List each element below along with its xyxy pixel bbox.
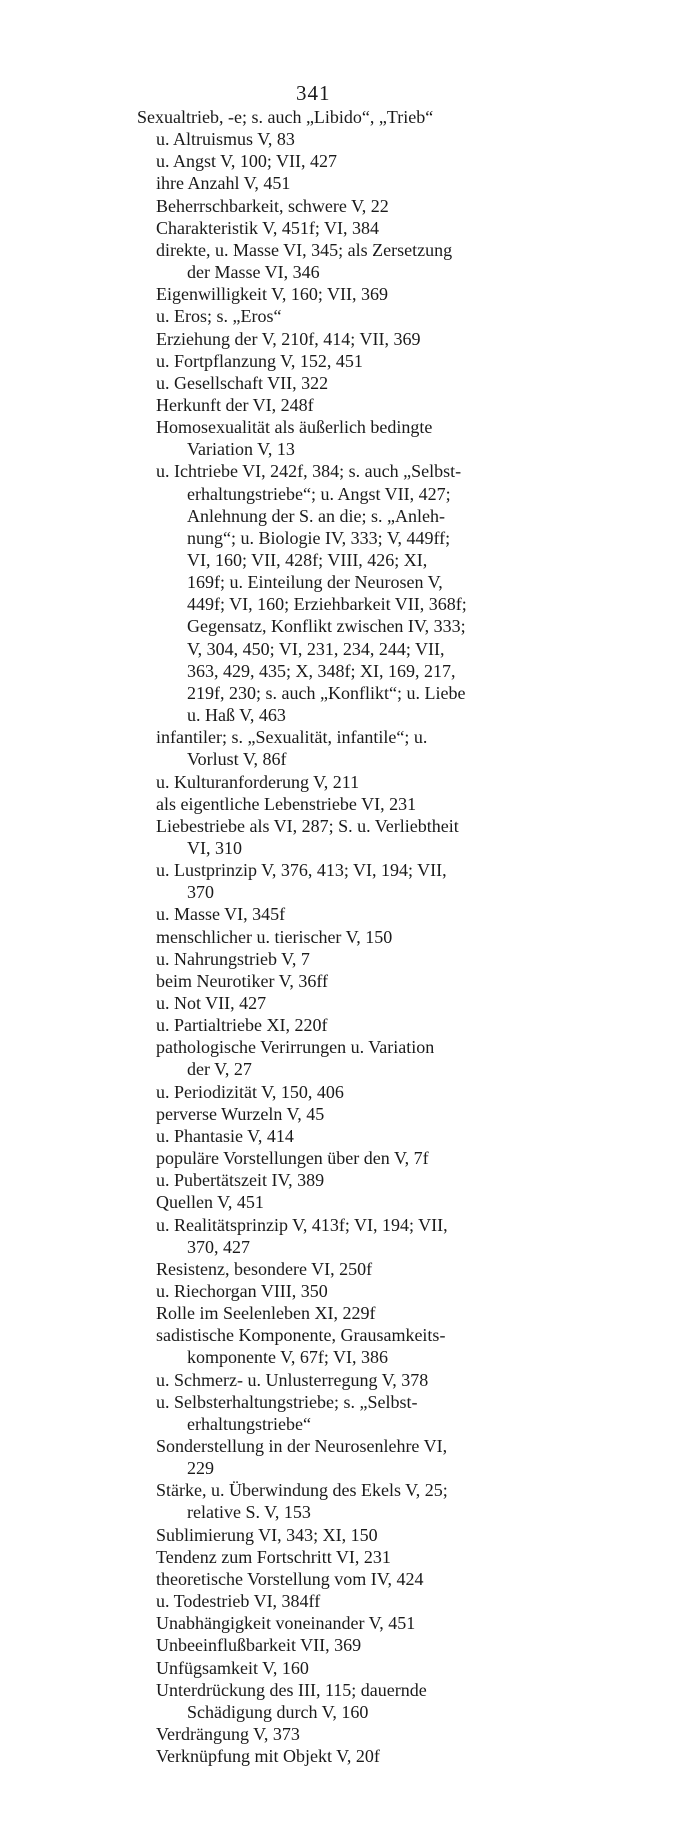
index-subentry: Verknüpfung mit Objekt V, 20f bbox=[156, 1746, 380, 1766]
index-continuation: VI, 160; VII, 428f; VIII, 426; XI, bbox=[187, 550, 428, 570]
index-subentry: menschlicher u. tierischer V, 150 bbox=[156, 927, 393, 947]
index-continuation: erhaltungstriebe“ bbox=[187, 1414, 311, 1434]
index-subentry: als eigentliche Lebenstriebe VI, 231 bbox=[156, 794, 417, 814]
index-continuation: 219f, 230; s. auch „Konflikt“; u. Liebe bbox=[187, 683, 466, 703]
index-continuation: nung“; u. Biologie IV, 333; V, 449ff; bbox=[187, 528, 451, 548]
index-continuation: V, 304, 450; VI, 231, 234, 244; VII, bbox=[187, 639, 445, 659]
index-subentry: Unabhängigkeit voneinander V, 451 bbox=[156, 1613, 416, 1633]
index-subentry: u. Pubertätszeit IV, 389 bbox=[156, 1170, 325, 1190]
index-subentry: Quellen V, 451 bbox=[156, 1192, 264, 1212]
index-continuation: Schädigung durch V, 160 bbox=[187, 1702, 369, 1722]
index-continuation: u. Haß V, 463 bbox=[187, 705, 286, 725]
index-subentry: u. Angst V, 100; VII, 427 bbox=[156, 151, 338, 171]
index-continuation: 449f; VI, 160; Erziehbarkeit VII, 368f; bbox=[187, 594, 467, 614]
index-continuation: komponente V, 67f; VI, 386 bbox=[187, 1347, 388, 1367]
index-continuation: Vorlust V, 86f bbox=[187, 749, 287, 769]
index-subentry: Rolle im Seelenleben XI, 229f bbox=[156, 1303, 376, 1323]
index-continuation: Variation V, 13 bbox=[187, 439, 295, 459]
index-subentry: Tendenz zum Fortschritt VI, 231 bbox=[156, 1547, 391, 1567]
index-subentry: pathologische Verirrungen u. Variation bbox=[156, 1037, 435, 1057]
index-subentry: beim Neurotiker V, 36ff bbox=[156, 971, 328, 991]
index-subentry: u. Schmerz- u. Unlusterregung V, 378 bbox=[156, 1370, 429, 1390]
index-continuation: VI, 310 bbox=[187, 838, 242, 858]
index-subentry: Homosexualität als äußerlich bedingte bbox=[156, 417, 433, 437]
index-subentry: u. Eros; s. „Eros“ bbox=[156, 306, 282, 326]
index-subentry: Unfügsamkeit V, 160 bbox=[156, 1658, 309, 1678]
index-subentry: u. Partialtriebe XI, 220f bbox=[156, 1015, 328, 1035]
index-subentry: u. Gesellschaft VII, 322 bbox=[156, 373, 329, 393]
index-subentry: populäre Vorstellungen über den V, 7f bbox=[156, 1148, 429, 1168]
index-continuation: 169f; u. Einteilung der Neurosen V, bbox=[187, 572, 443, 592]
index-continuation: erhaltungstriebe“; u. Angst VII, 427; bbox=[187, 484, 451, 504]
index-subentry: u. Ichtriebe VI, 242f, 384; s. auch „Selbst- bbox=[156, 461, 462, 481]
index-subentry: infantiler; s. „Sexualität, infantile“; u. bbox=[156, 727, 428, 747]
index-subentry: u. Masse VI, 345f bbox=[156, 904, 286, 924]
index-continuation: 363, 429, 435; X, 348f; XI, 169, 217, bbox=[187, 661, 456, 681]
index-subentry: u. Selbsterhaltungstriebe; s. „Selbst- bbox=[156, 1392, 418, 1412]
index-subentry: Sonderstellung in der Neurosenlehre VI, bbox=[156, 1436, 448, 1456]
index-subentry: Stärke, u. Überwindung des Ekels V, 25; bbox=[156, 1480, 448, 1500]
index-subentry: sadistische Komponente, Grausamkeits- bbox=[156, 1325, 446, 1345]
index-subentry: ihre Anzahl V, 451 bbox=[156, 173, 291, 193]
index-subentry: Erziehung der V, 210f, 414; VII, 369 bbox=[156, 329, 421, 349]
index-continuation: der Masse VI, 346 bbox=[187, 262, 320, 282]
index-subentry: u. Not VII, 427 bbox=[156, 993, 267, 1013]
index-subentry: perverse Wurzeln V, 45 bbox=[156, 1104, 325, 1124]
index-subentry: Verdrängung V, 373 bbox=[156, 1724, 300, 1744]
index-subentry: u. Periodizität V, 150, 406 bbox=[156, 1082, 344, 1102]
index-subentry: Sublimierung VI, 343; XI, 150 bbox=[156, 1525, 378, 1545]
index-continuation: der V, 27 bbox=[187, 1059, 252, 1079]
index-continuation: relative S. V, 153 bbox=[187, 1502, 311, 1522]
index-subentry: u. Kulturanforderung V, 211 bbox=[156, 772, 360, 792]
page-number: 341 bbox=[296, 81, 331, 105]
index-subentry: Charakteristik V, 451f; VI, 384 bbox=[156, 218, 379, 238]
index-continuation: Gegensatz, Konflikt zwischen IV, 333; bbox=[187, 616, 466, 636]
index-subentry: Beherrschbarkeit, schwere V, 22 bbox=[156, 196, 389, 216]
index-continuation: 370, 427 bbox=[187, 1237, 250, 1257]
index-subentry: theoretische Vorstellung vom IV, 424 bbox=[156, 1569, 424, 1589]
index-subentry: u. Todestrieb VI, 384ff bbox=[156, 1591, 321, 1611]
index-subentry: Unterdrückung des III, 115; dauernde bbox=[156, 1680, 427, 1700]
index-subentry: direkte, u. Masse VI, 345; als Zersetzung bbox=[156, 240, 453, 260]
index-subentry: u. Fortpflanzung V, 152, 451 bbox=[156, 351, 363, 371]
index-subentry: u. Nahrungstrieb V, 7 bbox=[156, 949, 310, 969]
index-subentry: u. Realitätsprinzip V, 413f; VI, 194; VII, bbox=[156, 1215, 448, 1235]
index-subentry: Herkunft der VI, 248f bbox=[156, 395, 314, 415]
index-continuation: 370 bbox=[187, 882, 214, 902]
index-subentry: Liebestriebe als VI, 287; S. u. Verliebtheit bbox=[156, 816, 459, 836]
index-subentry: Resistenz, besondere VI, 250f bbox=[156, 1259, 373, 1279]
index-continuation: 229 bbox=[187, 1458, 214, 1478]
index-subentry: u. Lustprinzip V, 376, 413; VI, 194; VII, bbox=[156, 860, 447, 880]
index-subentry: Unbeeinflußbarkeit VII, 369 bbox=[156, 1635, 362, 1655]
index-heading: Sexualtrieb, -e; s. auch „Libido“, „Trieb“ bbox=[137, 107, 434, 127]
index-subentry: u. Altruismus V, 83 bbox=[156, 129, 295, 149]
index-continuation: Anlehnung der S. an die; s. „Anleh- bbox=[187, 506, 445, 526]
index-subentry: u. Riechorgan VIII, 350 bbox=[156, 1281, 328, 1301]
index-subentry: Eigenwilligkeit V, 160; VII, 369 bbox=[156, 284, 388, 304]
index-subentry: u. Phantasie V, 414 bbox=[156, 1126, 294, 1146]
